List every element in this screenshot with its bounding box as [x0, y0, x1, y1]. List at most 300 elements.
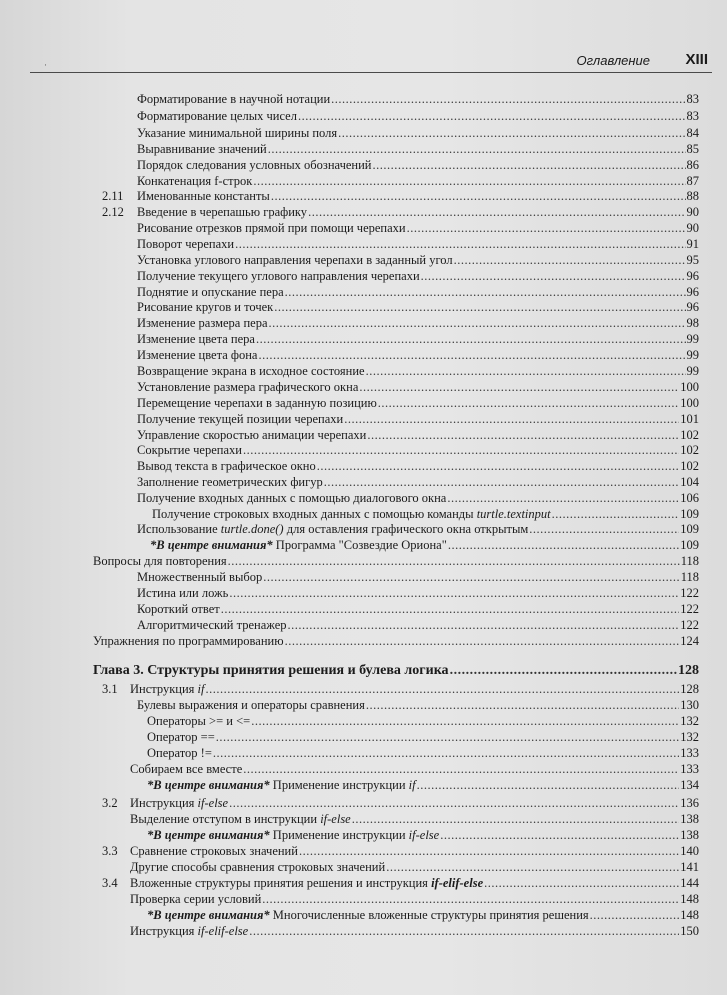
toc-title: [137, 697, 366, 713]
toc-title: [152, 506, 552, 522]
toc-page-number: 83: [686, 109, 699, 123]
toc-entry: [0, 681, 727, 697]
toc-leader-line: [137, 252, 699, 268]
toc-title-text: Получение текущего углового направления черепахи: [137, 269, 420, 283]
toc-entry: [0, 777, 727, 793]
toc-entry: [0, 315, 727, 331]
dot-leader: [228, 553, 680, 569]
dot-leader: [262, 891, 679, 907]
toc-title-text: Истина или ложь: [137, 586, 229, 600]
toc-leader-line: [130, 859, 699, 875]
toc-leader-line: [130, 811, 699, 827]
toc-title-text: Порядок следования условных обозначений: [137, 158, 372, 172]
toc-title-text: Введение в черепашью графику: [137, 205, 308, 219]
toc-title: [137, 91, 331, 107]
code-term: if-elif-else: [431, 876, 484, 890]
toc-page-number: 130: [680, 698, 699, 712]
toc-entry: [0, 585, 727, 601]
toc-leader-line: [152, 506, 699, 522]
dot-leader: [373, 157, 686, 173]
dot-leader: [285, 633, 680, 649]
toc-leader-line: [137, 315, 699, 331]
toc-entry: [0, 601, 727, 617]
toc-title-text: Получение строковых входных данных с помощью команды: [152, 507, 477, 521]
toc-page-number: 99: [686, 348, 699, 362]
toc-page-number: 98: [686, 316, 699, 330]
dot-leader: [229, 795, 679, 811]
toc-entry: [0, 506, 727, 522]
toc-title: [130, 811, 352, 827]
toc-page-number: 132: [680, 714, 699, 728]
toc-leader-line: [137, 697, 699, 713]
code-term: if-else: [408, 828, 440, 842]
toc-page-number: 95: [686, 253, 699, 267]
toc-entry: [0, 875, 727, 891]
toc-title: [137, 220, 407, 236]
toc-title-text: Инструкция: [130, 796, 198, 810]
toc-entry: [0, 141, 727, 157]
toc-leader-line: [137, 157, 699, 173]
toc-title-text: Получение входных данных с помощью диалогового окна: [137, 491, 447, 505]
toc-title: [130, 843, 299, 859]
toc-page-number: 132: [680, 730, 699, 744]
toc-title: [130, 859, 386, 875]
toc-title: [137, 188, 271, 204]
toc-leader-line: [137, 125, 699, 141]
dot-leader: [243, 442, 679, 458]
toc-entry: [0, 379, 727, 395]
toc-entry: [0, 697, 727, 713]
toc-page-number: 106: [680, 491, 699, 505]
toc-title: [137, 252, 454, 268]
toc-title-text: Управление скоростью анимации черепахи: [137, 428, 367, 442]
toc-entry: [0, 553, 727, 569]
dot-leader: [258, 347, 685, 363]
toc-leader-line: [137, 458, 699, 474]
toc-page-number: 148: [680, 908, 699, 922]
toc-title: [137, 284, 285, 300]
toc-section-number: 3.1: [102, 682, 118, 696]
code-term: if: [197, 682, 205, 696]
toc-title: [137, 490, 447, 506]
toc-leader-line: [130, 681, 699, 697]
toc-title-text: Рисование кругов и точек: [137, 300, 274, 314]
toc-title-text: Заполнение геометрических фигур: [137, 475, 323, 489]
spotlight-label: *В центре внимания*: [147, 778, 270, 792]
toc-title-text: Алгоритмический тренажер: [137, 618, 287, 632]
toc-title: [130, 681, 206, 697]
toc-title-text: Булевы выражения и операторы сравнения: [137, 698, 365, 712]
toc-title: [137, 141, 268, 157]
dot-leader: [454, 252, 686, 268]
toc-leader-line: [147, 729, 699, 745]
toc-title: [147, 827, 440, 843]
dot-leader: [229, 585, 679, 601]
toc-entry: [0, 157, 727, 173]
toc-title: [137, 458, 317, 474]
toc-title: [147, 729, 216, 745]
toc-title: [137, 474, 324, 490]
dot-leader: [378, 395, 679, 411]
dot-leader: [268, 141, 686, 157]
code-term: turtle.done(): [220, 522, 284, 536]
toc-leader-line: [147, 745, 699, 761]
toc-entry: [0, 490, 727, 506]
toc-title-text: Указание минимальной ширины поля: [137, 126, 338, 140]
toc-entry: [0, 729, 727, 745]
toc-leader-line: [137, 347, 699, 363]
toc-entry: [0, 427, 727, 443]
toc-title: [150, 537, 448, 553]
dot-leader: [529, 521, 679, 537]
toc-leader-line: [137, 220, 699, 236]
toc-leader-line: [137, 442, 699, 458]
toc-page-number: 83: [686, 92, 699, 106]
dot-leader: [367, 427, 679, 443]
dot-leader: [447, 490, 679, 506]
toc-title: [137, 617, 288, 633]
page-corner-mark: ·: [44, 60, 47, 70]
dot-leader: [213, 745, 679, 761]
toc-title: [137, 157, 373, 173]
toc-title-text: Именованные константы: [137, 189, 270, 203]
toc-leader-line: [137, 521, 699, 537]
toc-leader-line: [137, 108, 699, 124]
toc-title: [137, 331, 256, 347]
toc-chapter-entry: [0, 662, 727, 678]
toc-entry: [0, 859, 727, 875]
toc-title: [130, 761, 243, 777]
toc-page-number: 134: [680, 778, 699, 792]
dot-leader: [344, 411, 679, 427]
toc-page-number: 124: [680, 634, 699, 648]
toc-leader-line: [137, 617, 699, 633]
dot-leader: [299, 843, 679, 859]
toc-title-text: Проверка серии условий: [130, 892, 262, 906]
toc-page-number: 128: [680, 682, 699, 696]
toc-title-text: Глава 3. Структуры принятия решения и булева логика: [93, 663, 449, 678]
toc-entry: [0, 395, 727, 411]
code-term: if-else: [197, 796, 229, 810]
toc-page-number: 86: [686, 158, 699, 172]
toc-leader-line: [137, 91, 699, 107]
toc-leader-line: [137, 427, 699, 443]
dot-leader: [256, 331, 686, 347]
dot-leader: [243, 761, 679, 777]
dot-leader: [206, 681, 680, 697]
toc-section-number: 3.3: [102, 844, 118, 858]
dot-leader: [221, 601, 680, 617]
dot-leader: [285, 284, 686, 300]
toc-title: [93, 633, 285, 649]
toc-title-text: Сокрытие черепахи: [137, 443, 242, 457]
toc-title: [130, 875, 484, 891]
toc-entry: [0, 907, 727, 923]
toc-title: [137, 299, 274, 315]
toc-page-number: 96: [686, 285, 699, 299]
toc-page-number: 118: [680, 570, 699, 584]
toc-leader-line: [130, 843, 699, 859]
toc-title-text: Возвращение экрана в исходное состояние: [137, 364, 365, 378]
toc-page-number: 99: [686, 364, 699, 378]
toc-page-number: 118: [680, 554, 699, 568]
dot-leader: [448, 537, 679, 553]
toc-entry: [0, 268, 727, 284]
toc-title-text: Применение инструкции: [269, 778, 409, 792]
toc-title-text: Собираем все вместе: [130, 762, 243, 776]
toc-entry: [0, 891, 727, 907]
dot-leader: [331, 91, 685, 107]
toc-page-number: 101: [680, 412, 699, 426]
toc-title-text: Получение текущей позиции черепахи: [137, 412, 344, 426]
toc-title: [130, 923, 249, 939]
dot-leader: [249, 923, 679, 939]
toc-page-number: 141: [680, 860, 699, 874]
toc-entry: [0, 220, 727, 236]
toc-page-number: 84: [686, 126, 699, 140]
toc-entry: [0, 91, 727, 107]
toc-leader-line: [137, 188, 699, 204]
dot-leader: [251, 713, 679, 729]
toc-entry: [0, 331, 727, 347]
toc-title-text: Изменение размера пера: [137, 316, 268, 330]
toc-leader-line: [137, 204, 699, 220]
toc-entry: [0, 923, 727, 939]
dot-leader: [216, 729, 679, 745]
toc-page-number: 133: [680, 762, 699, 776]
dot-leader: [407, 220, 686, 236]
toc-page-number: 140: [680, 844, 699, 858]
toc-leader-line: [93, 633, 699, 649]
code-term: if-else: [320, 812, 351, 826]
toc-entry: [0, 761, 727, 777]
toc-page-number: 136: [680, 796, 699, 810]
toc-title-text: Использование: [137, 522, 221, 536]
toc-section-number: 3.4: [102, 876, 118, 890]
toc-title-text: Вывод текста в графическое окно: [137, 459, 316, 473]
toc-leader-line: [137, 331, 699, 347]
toc-title-text: Инструкция: [130, 682, 198, 696]
toc-title-text: Оператор !=: [147, 746, 212, 760]
toc-title-text: Конкатенация f-строк: [137, 174, 253, 188]
toc-entry: [0, 745, 727, 761]
toc-leader-line: [130, 923, 699, 939]
dot-leader: [359, 379, 679, 395]
toc-entry: [0, 173, 727, 189]
toc-page-number: 144: [680, 876, 699, 890]
dot-leader: [288, 617, 680, 633]
spotlight-label: *В центре внимания*: [150, 538, 273, 552]
toc-title: [137, 268, 421, 284]
toc-title-text: Оператор ==: [147, 730, 215, 744]
dot-leader: [421, 268, 686, 284]
dot-leader: [366, 697, 679, 713]
toc-entry: [0, 795, 727, 811]
toc-leader-line: [137, 585, 699, 601]
toc-section-number: 2.12: [102, 205, 124, 219]
code-term: if-elif-else: [197, 924, 249, 938]
dot-leader: [271, 188, 686, 204]
spotlight-label: *В центре внимания*: [147, 908, 270, 922]
toc-entry: [0, 188, 727, 204]
toc-page-number: 150: [680, 924, 699, 938]
dot-leader: [440, 827, 679, 843]
toc-entry: [0, 843, 727, 859]
toc-leader-line: [137, 236, 699, 252]
toc-entry: [0, 811, 727, 827]
toc-title-text: Рисование отрезков прямой при помощи черепахи: [137, 221, 406, 235]
toc-page-number: 100: [680, 396, 699, 410]
running-header: [30, 50, 712, 73]
toc-title: [147, 745, 213, 761]
toc-title-text: Перемещение черепахи в заданную позицию: [137, 396, 377, 410]
toc-page-number: 128: [678, 663, 699, 678]
toc-title-text: Выделение отступом в инструкции: [130, 812, 321, 826]
dot-leader: [324, 474, 680, 490]
toc-leader-line: [130, 761, 699, 777]
toc-page-number: 133: [680, 746, 699, 760]
toc-entry: [0, 299, 727, 315]
toc-title: [137, 395, 378, 411]
toc-section-number: 3.2: [102, 796, 118, 810]
toc-page-number: 102: [680, 428, 699, 442]
toc-leader-line: [150, 537, 699, 553]
toc-title: [137, 347, 258, 363]
dot-leader: [386, 859, 679, 875]
toc-title: [137, 363, 366, 379]
toc-title-text: Форматирование целых чисел: [137, 109, 297, 123]
toc-title-text: Упражнения по программированию: [93, 634, 284, 648]
toc-leader-line: [137, 411, 699, 427]
toc-page-number: 87: [686, 174, 699, 188]
toc-entry: [0, 252, 727, 268]
toc-title: [137, 442, 243, 458]
toc-title: [137, 521, 529, 537]
toc-title: [137, 601, 221, 617]
toc-title-text: Изменение цвета пера: [137, 332, 255, 346]
toc-entry: [0, 411, 727, 427]
toc-entry: [0, 474, 727, 490]
toc-leader-line: [137, 299, 699, 315]
toc-entry: [0, 458, 727, 474]
dot-leader: [253, 173, 685, 189]
dot-leader: [298, 108, 686, 124]
toc-entry: [0, 125, 727, 141]
toc-leader-line: [137, 601, 699, 617]
toc-page-number: 91: [686, 237, 699, 251]
toc-leader-line: [130, 795, 699, 811]
toc-leader-line: [130, 875, 699, 891]
toc-leader-line: [137, 141, 699, 157]
toc-entry: [0, 617, 727, 633]
dot-leader: [269, 315, 686, 331]
dot-leader: [417, 777, 680, 793]
toc-page-number: 104: [680, 475, 699, 489]
toc-title-text: для оставления графического окна открытым: [283, 522, 529, 536]
toc-title-text: Программа "Созвездие Ориона": [272, 538, 447, 552]
toc-page-number: 96: [686, 300, 699, 314]
toc-title: [137, 585, 229, 601]
toc-entry: [0, 537, 727, 553]
toc-title: [137, 569, 263, 585]
toc-title-text: Другие способы сравнения строковых значений: [130, 860, 386, 874]
toc-title: [147, 777, 417, 793]
toc-title: [93, 553, 228, 569]
dot-leader: [338, 125, 685, 141]
dot-leader: [484, 875, 679, 891]
toc-leader-line: [137, 569, 699, 585]
toc-title: [137, 125, 338, 141]
toc-entry: [0, 827, 727, 843]
toc-page-number: 96: [686, 269, 699, 283]
toc-page-number: 109: [680, 538, 699, 552]
toc-page-number: 122: [680, 618, 699, 632]
dot-leader: [308, 204, 685, 220]
toc-title: [137, 411, 344, 427]
dot-leader: [450, 662, 677, 680]
toc-title-text: Вопросы для повторения: [93, 554, 227, 568]
toc-leader-line: [147, 713, 699, 729]
toc-page-number: 138: [680, 812, 699, 826]
toc-title: [137, 427, 367, 443]
toc-entry: [0, 442, 727, 458]
toc-entry: [0, 236, 727, 252]
toc-title: [137, 379, 359, 395]
toc-entry: [0, 204, 727, 220]
toc-entry: [0, 108, 727, 124]
toc-page-number: 90: [686, 205, 699, 219]
toc-leader-line: [93, 553, 699, 569]
dot-leader: [317, 458, 680, 474]
toc-title: [130, 795, 229, 811]
toc-title-text: Вложенные структуры принятия решения и инструкция: [130, 876, 432, 890]
toc-page-number: 99: [686, 332, 699, 346]
toc-leader-line: [137, 363, 699, 379]
toc-title: [137, 108, 298, 124]
toc-leader-line: [93, 662, 699, 680]
toc-leader-line: [137, 474, 699, 490]
toc-leader-line: [147, 827, 699, 843]
toc-title: [147, 907, 590, 923]
toc-leader-line: [137, 268, 699, 284]
dot-leader: [235, 236, 685, 252]
toc-entry: [0, 521, 727, 537]
toc-page-number: 88: [686, 189, 699, 203]
code-term: if: [408, 778, 416, 792]
dot-leader: [352, 811, 680, 827]
toc-page-number: 122: [680, 586, 699, 600]
toc-section-number: 2.11: [102, 189, 124, 203]
toc-page-number: 100: [680, 380, 699, 394]
toc-page-number: 102: [680, 459, 699, 473]
toc-title-text: Сравнение строковых значений: [130, 844, 298, 858]
toc-title: [137, 204, 308, 220]
dot-leader: [590, 907, 680, 923]
toc-page-number: 109: [680, 522, 699, 536]
dot-leader: [552, 506, 680, 522]
toc-page-number: 102: [680, 443, 699, 457]
toc-title-text: Инструкция: [130, 924, 198, 938]
toc-title-text: Многочисленные вложенные структуры принятия решения: [269, 908, 589, 922]
toc-leader-line: [137, 284, 699, 300]
toc-title: [147, 713, 251, 729]
toc-page-number: 148: [680, 892, 699, 906]
header-section-title: Оглавление: [576, 53, 650, 68]
toc-title: [93, 662, 450, 680]
toc-title: [137, 315, 269, 331]
toc-entry: [0, 713, 727, 729]
toc-page-number: 85: [686, 142, 699, 156]
